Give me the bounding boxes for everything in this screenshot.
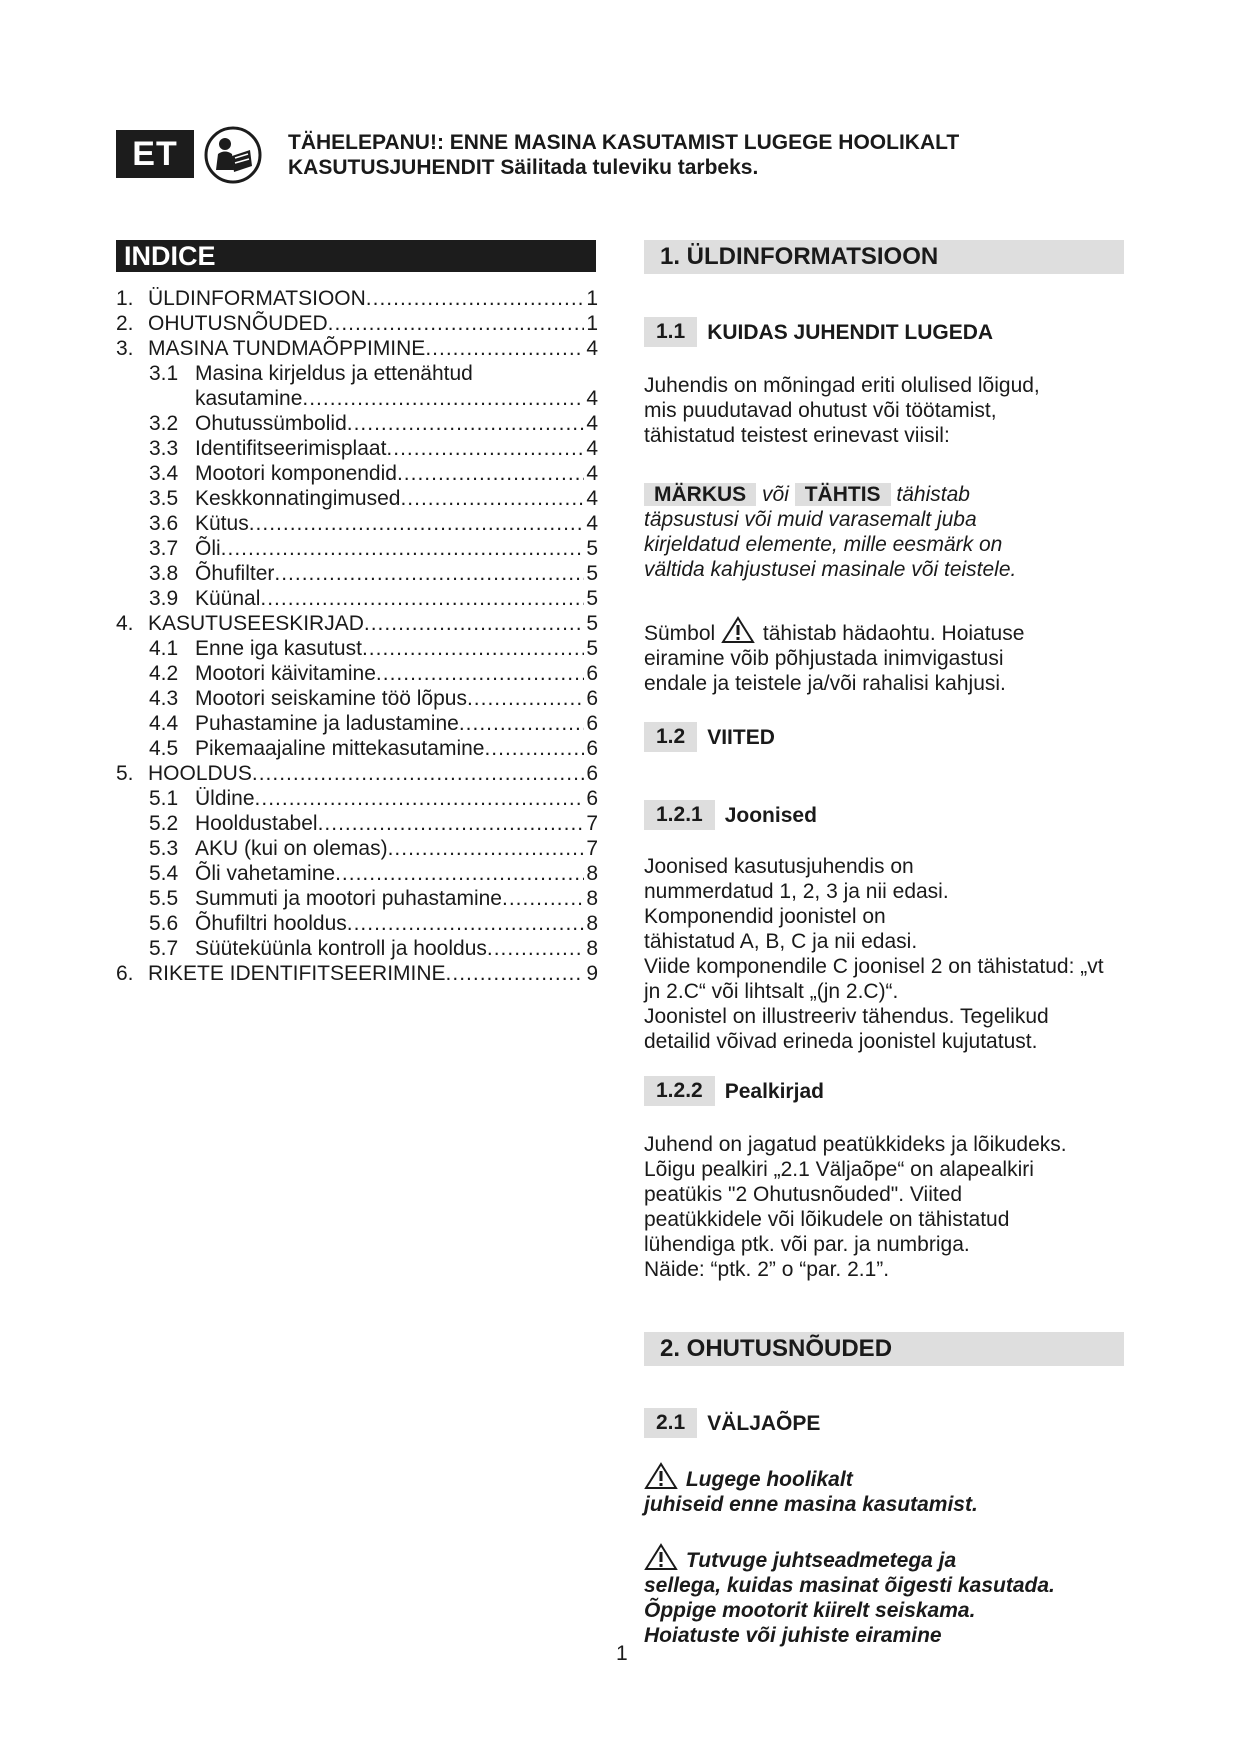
- read-manual-icon: [204, 126, 262, 184]
- toc-leader-dots: [400, 486, 584, 511]
- toc-item[interactable]: [116, 886, 598, 911]
- toc-item-page: 6: [586, 712, 598, 735]
- text-line: Hoiatuste või juhiste eiramine: [644, 1624, 942, 1647]
- toc-item[interactable]: [116, 336, 598, 361]
- text-line: tähistatud A, B, C ja nii edasi.: [644, 930, 918, 953]
- toc-item-page: 4: [586, 412, 598, 435]
- text-line: vältida kahjustusei masinale või teistele.: [644, 558, 1017, 581]
- subsection-number: 1.1: [644, 317, 697, 347]
- toc-item-title: Enne iga kasutust: [195, 637, 362, 660]
- toc-item-title: Õli: [195, 537, 221, 560]
- toc-item-page: 5: [586, 612, 598, 635]
- toc-item-number: 3.9: [149, 587, 179, 610]
- toc-item[interactable]: [116, 861, 598, 886]
- text-line: peatükis "2 Ohutusnõuded". Viited: [644, 1183, 963, 1206]
- toc-leader-dots: [252, 761, 584, 786]
- subsection-title: KUIDAS JUHENDIT LUGEDA: [707, 320, 994, 344]
- toc-item-title: OHUTUSNÕUDED: [148, 312, 328, 335]
- toc-item-number: 3.5: [149, 487, 179, 510]
- notice-line-2: KASUTUSJUHENDIT Säilitada tuleviku tarbeks.: [288, 156, 759, 179]
- toc-item[interactable]: [116, 611, 598, 636]
- toc-item-number: 2.: [116, 312, 134, 335]
- toc-item-page: 8: [586, 887, 598, 910]
- toc-item-page: 7: [586, 812, 598, 835]
- toc-item-number: 3.: [116, 337, 134, 360]
- toc-item[interactable]: [116, 486, 598, 511]
- text-line: Lõigu pealkiri „2.1 Väljaõpe“ on alapealkiri: [644, 1158, 1034, 1181]
- toc-item-title: Süüteküünla kontroll ja hooldus: [195, 937, 487, 960]
- toc-item[interactable]: [116, 311, 598, 336]
- toc-item-page: 4: [586, 462, 598, 485]
- toc-item-number: 3.6: [149, 512, 179, 535]
- subsection-1-2-1-heading: [644, 800, 1124, 830]
- main-content: [644, 240, 1124, 1648]
- warning-learn-controls: [644, 1543, 1124, 1648]
- toc-leader-dots: [376, 661, 584, 686]
- toc-item[interactable]: [116, 636, 598, 661]
- toc-item-number: 5.2: [149, 812, 179, 835]
- text-line: Joonistel on illustreeriv tähendus. Tegelikud: [644, 1005, 1049, 1028]
- text-line: eiramine võib põhjustada inimvigastusi: [644, 647, 1004, 670]
- section-2-heading: 2. OHUTUSNÕUDED: [644, 1332, 1124, 1366]
- text-line: peatükkidele või lõikudele on tähistatud: [644, 1208, 1010, 1231]
- toc-title: INDICE: [116, 240, 596, 272]
- subsection-number: 1.2: [644, 722, 697, 752]
- or-text: või: [762, 483, 789, 506]
- toc-item-number: 6.: [116, 962, 134, 985]
- toc-item[interactable]: [116, 536, 598, 561]
- toc-item-page: 8: [586, 862, 598, 885]
- language-badge: ET: [116, 130, 194, 178]
- toc-leader-dots: [388, 836, 585, 861]
- toc-item-continuation[interactable]: [116, 386, 598, 411]
- toc-item-page: 5: [586, 587, 598, 610]
- figures-paragraph: [644, 854, 1124, 1054]
- toc-item-title: Mootori komponendid: [195, 462, 397, 485]
- toc-item-page: 6: [586, 762, 598, 785]
- subsection-number: 1.2.2: [644, 1076, 715, 1106]
- toc-item-title: AKU (kui on olemas): [195, 837, 388, 860]
- safety-notice: [288, 130, 1048, 180]
- toc-item-title: Õhufiltri hooldus: [195, 912, 347, 935]
- toc-item-page: 1: [586, 287, 598, 310]
- toc-item[interactable]: [116, 761, 598, 786]
- toc-item-page: 7: [586, 837, 598, 860]
- toc-item-number: 4.: [116, 612, 134, 635]
- toc-item-number: 4.1: [149, 637, 179, 660]
- toc-item-title: Kütus: [195, 512, 249, 535]
- toc-item-number: 3.4: [149, 462, 179, 485]
- toc-item-page: 6: [586, 737, 598, 760]
- toc-item-page: 4: [586, 437, 598, 460]
- toc-item-number: 3.2: [149, 412, 179, 435]
- subsection-1-2-2-heading: [644, 1076, 1124, 1106]
- toc-item-title: Üldine: [195, 787, 255, 810]
- table-of-contents: [116, 286, 598, 986]
- toc-item-number: 4.4: [149, 712, 179, 735]
- subsection-title: Pealkirjad: [724, 1079, 824, 1103]
- toc-item-page: 8: [586, 912, 598, 935]
- toc-item-title: kasutamine: [195, 387, 303, 410]
- toc-leader-dots: [255, 786, 585, 811]
- toc-item-page: 5: [586, 637, 598, 660]
- subsection-2-1-heading: [644, 1408, 1124, 1438]
- toc-item[interactable]: [116, 736, 598, 761]
- toc-leader-dots: [347, 911, 585, 936]
- text-line: täpsustusi või muid varasemalt juba: [644, 508, 977, 531]
- subsection-1-2-heading: [644, 722, 1124, 752]
- text-line: jn 2.C“ või lihtsalt „(jn 2.C)“.: [644, 980, 899, 1003]
- toc-item[interactable]: [116, 361, 598, 386]
- text-line: Joonised kasutusjuhendis on: [644, 855, 914, 878]
- notice-line-1: TÄHELEPANU!: ENNE MASINA KASUTAMIST LUGEGE HOOLIKALT: [288, 131, 960, 154]
- symbol-text: Sümbol: [644, 622, 716, 645]
- toc-leader-dots: [347, 411, 585, 436]
- warning-triangle-icon: [644, 1543, 678, 1571]
- toc-item[interactable]: [116, 561, 598, 586]
- toc-leader-dots: [302, 386, 584, 411]
- toc-item-title: KASUTUSEESKIRJAD: [148, 612, 364, 635]
- toc-leader-dots: [274, 561, 584, 586]
- subsection-number: 2.1: [644, 1408, 697, 1438]
- toc-item-number: 4.3: [149, 687, 179, 710]
- toc-item-title: MASINA TUNDMAÕPPIMINE: [148, 337, 426, 360]
- toc-item-number: 5.4: [149, 862, 179, 885]
- toc-item-title: ÜLDINFORMATSIOON: [148, 287, 366, 310]
- toc-leader-dots: [446, 961, 585, 986]
- toc-leader-dots: [362, 636, 584, 661]
- text-line: mis puudutavad ohutust või töötamist,: [644, 399, 997, 422]
- symbol-paragraph: [644, 616, 1124, 696]
- text-line: juhiseid enne masina kasutamist.: [644, 1493, 978, 1516]
- text-line: Näide: “ptk. 2” o “par. 2.1”.: [644, 1258, 890, 1281]
- toc-item[interactable]: [116, 686, 598, 711]
- toc-item[interactable]: [116, 961, 598, 986]
- toc-item-title: HOOLDUS: [148, 762, 252, 785]
- toc-item-page: 4: [586, 387, 598, 410]
- toc-item-number: 5.6: [149, 912, 179, 935]
- notice-tags-paragraph: [644, 482, 1124, 582]
- toc-leader-dots: [487, 936, 584, 961]
- toc-item[interactable]: [116, 586, 598, 611]
- how-to-read-paragraph: [644, 373, 1124, 448]
- toc-leader-dots: [386, 436, 584, 461]
- toc-item[interactable]: [116, 661, 598, 686]
- toc-item-number: 5.1: [149, 787, 179, 810]
- toc-item-page: 5: [586, 562, 598, 585]
- toc-item-number: 5.7: [149, 937, 179, 960]
- text-line: nummerdatud 1, 2, 3 ja nii edasi.: [644, 880, 949, 903]
- toc-item-page: 4: [586, 337, 598, 360]
- toc-leader-dots: [318, 811, 585, 836]
- toc-item-title: Küünal: [195, 587, 261, 610]
- subsection-number: 1.2.1: [644, 800, 715, 830]
- text-line: Viide komponendile C joonisel 2 on tähistatud: „vt: [644, 955, 1104, 978]
- toc-item-page: 9: [586, 962, 598, 985]
- toc-item-title: Puhastamine ja ladustamine: [195, 712, 459, 735]
- text-line: sellega, kuidas masinat õigesti kasutada.: [644, 1574, 1055, 1597]
- text-line: tähistatud teistest erinevast viisil:: [644, 424, 950, 447]
- tag-description: tähistab: [896, 483, 970, 506]
- subsection-1-1-heading: [644, 317, 1124, 347]
- page-number: 1: [616, 1642, 628, 1665]
- warning-read-instructions: [644, 1462, 1124, 1517]
- toc-leader-dots: [249, 511, 585, 536]
- warning-text: Lugege hoolikalt: [685, 1468, 853, 1491]
- toc-item[interactable]: [116, 836, 598, 861]
- toc-item-title: Ohutussümbolid: [195, 412, 347, 435]
- toc-item[interactable]: [116, 436, 598, 461]
- toc-item-title: Hooldustabel: [195, 812, 318, 835]
- warning-text: Tutvuge juhtseadmetega ja: [685, 1549, 957, 1572]
- toc-item-title: Masina kirjeldus ja ettenähtud: [195, 362, 473, 385]
- toc-leader-dots: [364, 611, 584, 636]
- subsection-title: VIITED: [707, 725, 775, 749]
- toc-item[interactable]: [116, 811, 598, 836]
- toc-leader-dots: [425, 336, 584, 361]
- subsection-title: VÄLJAÕPE: [707, 1411, 821, 1435]
- section-1-heading: 1. ÜLDINFORMATSIOON: [644, 240, 1124, 274]
- toc-item-page: 4: [586, 512, 598, 535]
- toc-item-title: Pikemaajaline mittekasutamine: [195, 737, 485, 760]
- toc-item-number: 3.7: [149, 537, 179, 560]
- toc-leader-dots: [502, 886, 584, 911]
- tahtis-tag: TÄHTIS: [795, 483, 891, 506]
- toc-item-title: Mootori käivitamine: [195, 662, 376, 685]
- toc-item-number: 5.3: [149, 837, 179, 860]
- toc-item[interactable]: [116, 411, 598, 436]
- toc-leader-dots: [467, 686, 584, 711]
- toc-item[interactable]: [116, 936, 598, 961]
- toc-item-title: RIKETE IDENTIFITSEERIMINE: [148, 962, 446, 985]
- toc-item-title: Keskkonnatingimused: [195, 487, 401, 510]
- toc-item-page: 6: [586, 662, 598, 685]
- toc-item[interactable]: [116, 286, 598, 311]
- subsection-title: Joonised: [724, 803, 817, 827]
- toc-item-number: 3.8: [149, 562, 179, 585]
- toc-item-number: 3.3: [149, 437, 179, 460]
- text-line: kirjeldatud elemente, mille eesmärk on: [644, 533, 1003, 556]
- toc-leader-dots: [328, 311, 585, 336]
- toc-item-page: 4: [586, 487, 598, 510]
- toc-item-page: 1: [586, 312, 598, 335]
- text-line: lühendiga ptk. või par. ja numbriga.: [644, 1233, 970, 1256]
- toc-leader-dots: [221, 536, 585, 561]
- toc-item-number: 5.: [116, 762, 134, 785]
- toc-item[interactable]: [116, 511, 598, 536]
- toc-item[interactable]: [116, 786, 598, 811]
- toc-leader-dots: [366, 286, 585, 311]
- toc-item-page: 6: [586, 787, 598, 810]
- text-line: detailid võivad erineda joonistel kujutatust.: [644, 1030, 1038, 1053]
- toc-item-title: Õli vahetamine: [195, 862, 336, 885]
- toc-item-title: Mootori seiskamine töö lõpus: [195, 687, 467, 710]
- toc-item-page: 5: [586, 537, 598, 560]
- toc-item-number: 5.5: [149, 887, 179, 910]
- toc-item-title: Identifitseerimisplaat: [195, 437, 387, 460]
- text-line: endale ja teistele ja/või rahalisi kahjusi.: [644, 672, 1006, 695]
- warning-triangle-icon: [644, 1462, 678, 1490]
- toc-leader-dots: [260, 586, 584, 611]
- toc-item-title: Summuti ja mootori puhastamine: [195, 887, 502, 910]
- headings-paragraph: [644, 1132, 1124, 1282]
- toc-leader-dots: [397, 461, 584, 486]
- toc-item-title: Õhufilter: [195, 562, 275, 585]
- toc-item-page: 8: [586, 937, 598, 960]
- toc-leader-dots: [484, 736, 584, 761]
- toc-item-number: 3.1: [149, 362, 179, 385]
- symbol-text-rest: tähistab hädaohtu. Hoiatuse: [762, 622, 1025, 645]
- toc-item[interactable]: [116, 911, 598, 936]
- toc-item-number: 4.5: [149, 737, 179, 760]
- warning-triangle-icon: [721, 616, 755, 644]
- toc-leader-dots: [335, 861, 584, 886]
- markus-tag: MÄRKUS: [644, 483, 756, 506]
- text-line: Õppige mootorit kiirelt seiskama.: [644, 1599, 976, 1622]
- toc-item-page: 6: [586, 687, 598, 710]
- text-line: Juhendis on mõningad eriti olulised lõigud,: [644, 374, 1040, 397]
- toc-leader-dots: [459, 711, 584, 736]
- toc-item[interactable]: [116, 461, 598, 486]
- toc-item-number: 4.2: [149, 662, 179, 685]
- text-line: Komponendid joonistel on: [644, 905, 886, 928]
- toc-item[interactable]: [116, 711, 598, 736]
- text-line: Juhend on jagatud peatükkideks ja lõikudeks.: [644, 1133, 1067, 1156]
- toc-item-number: 1.: [116, 287, 134, 310]
